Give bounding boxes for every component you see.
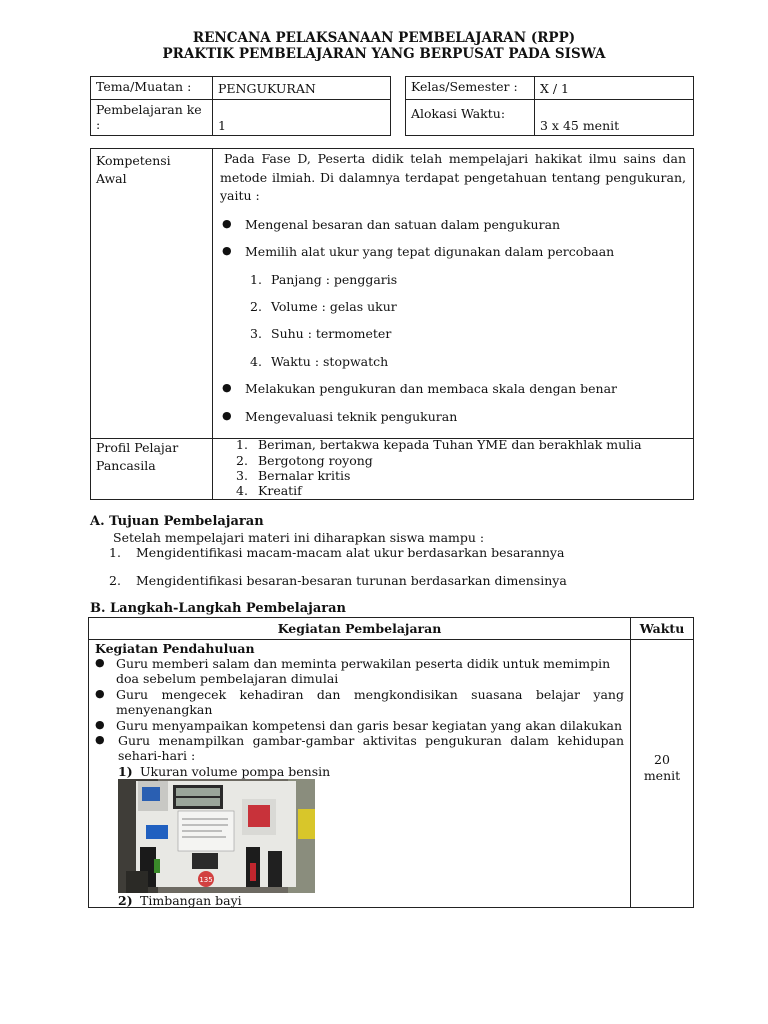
info-left-table — [90, 76, 391, 136]
pendahuluan-item: Guru menyampaikan kompetensi dan garis besar kegiatan yang akan dilakukan — [116, 718, 623, 733]
tool-number: 1. — [250, 272, 262, 287]
col-kegiatan-header: Kegiatan Pembelajaran — [89, 618, 631, 640]
profil-item: Beriman, bertakwa kepada Tuhan YME dan berakhlak mulia — [258, 437, 642, 452]
tujuan-item: Mengidentifikasi besaran-besaran turunan berdasarkan dimensinya — [136, 573, 567, 588]
tujuan-number: 2. — [109, 573, 121, 588]
alokasi-label: Alokasi Waktu: — [406, 100, 535, 136]
profil-label: Profil Pelajar Pancasila — [91, 439, 213, 500]
tool-item: Suhu : termometer — [271, 326, 392, 341]
pendahuluan-item: Guru mengecek kehadiran dan mengkondisikan suasana belajar yang — [116, 687, 624, 702]
profil-number: 3. — [236, 468, 248, 483]
fuel-pump-photo — [118, 779, 315, 893]
document-subtitle: PRAKTIK PEMBELAJARAN YANG BERPUSAT PADA SISWA — [162, 46, 606, 62]
profil-item: Bernalar kritis — [258, 468, 351, 483]
profil-number: 1. — [236, 437, 248, 452]
pendahuluan-item: Guru memberi salam dan meminta perwakilan peserta didik untuk memimpin — [116, 656, 611, 671]
pendahuluan-item-cont: sehari-hari : — [118, 748, 196, 763]
info-right-table — [405, 76, 694, 136]
kelas-value: X / 1 — [535, 77, 694, 100]
profil-number: 2. — [236, 453, 248, 468]
profil-item: Kreatif — [258, 483, 302, 498]
bullet-dot: ● — [95, 733, 105, 746]
pendahuluan-title: Kegiatan Pendahuluan — [95, 641, 255, 656]
tool-number: 3. — [250, 326, 262, 341]
tema-value: PENGUKURAN — [213, 77, 391, 100]
pump-sign-text: 135 — [199, 876, 213, 884]
bullet-dot: ● — [95, 687, 105, 700]
kompetensi-label: Kompetensi Awal — [91, 149, 213, 439]
tool-item: Waktu : stopwatch — [271, 354, 389, 369]
kelas-label: Kelas/Semester : — [406, 77, 535, 100]
bullet-dot: ● — [95, 656, 105, 669]
kompetensi-intro-3: yaitu : — [220, 188, 260, 203]
tool-number: 4. — [250, 354, 262, 369]
waktu-cell: 20 menit — [631, 640, 694, 908]
profil-item: Bergotong royong — [258, 453, 373, 468]
sub-item: Ukuran volume pompa bensin — [140, 764, 331, 779]
pembelajaran-label: Pembelajaran ke : — [91, 100, 213, 136]
tujuan-item: Mengidentifikasi macam-macam alat ukur berdasarkan besarannya — [136, 545, 565, 560]
document-title: RENCANA PELAKSANAAN PEMBELAJARAN (RPP) — [192, 30, 576, 46]
tema-label: Tema/Muatan : — [91, 77, 213, 100]
pendahuluan-item: Guru menampilkan gambar-gambar aktivitas pengukuran dalam kehidupan — [118, 733, 624, 748]
sub-item: Timbangan bayi — [140, 893, 242, 908]
pembelajaran-value: 1 — [213, 100, 391, 136]
tujuan-heading: A. Tujuan Pembelajaran — [90, 514, 264, 529]
alokasi-value: 3 x 45 menit — [535, 100, 694, 136]
bullet-dot: ● — [95, 718, 105, 731]
col-waktu-header: Waktu — [631, 618, 694, 640]
profil-number: 4. — [236, 483, 248, 498]
pendahuluan-item-cont: menyenangkan — [116, 702, 213, 717]
pendahuluan-item-cont: doa sebelum pembelajaran dimulai — [116, 671, 339, 686]
tujuan-number: 1. — [109, 545, 121, 560]
tool-item: Volume : gelas ukur — [271, 299, 397, 314]
tool-number: 2. — [250, 299, 262, 314]
tool-item: Panjang : penggaris — [271, 272, 398, 287]
kompetensi-intro-1: Pada Fase D, Peserta didik telah mempelajari hakikat ilmu sains dan — [224, 151, 686, 166]
sub-number: 2) — [118, 893, 133, 908]
sub-number: 1) — [118, 764, 133, 779]
kompetensi-intro-2: metode ilmiah. Di dalamnya terdapat pengetahuan tentang pengukuran, — [220, 170, 686, 185]
tujuan-intro: Setelah mempelajari materi ini diharapkan siswa mampu : — [113, 530, 485, 545]
langkah-heading: B. Langkah-Langkah Pembelajaran — [90, 601, 346, 616]
